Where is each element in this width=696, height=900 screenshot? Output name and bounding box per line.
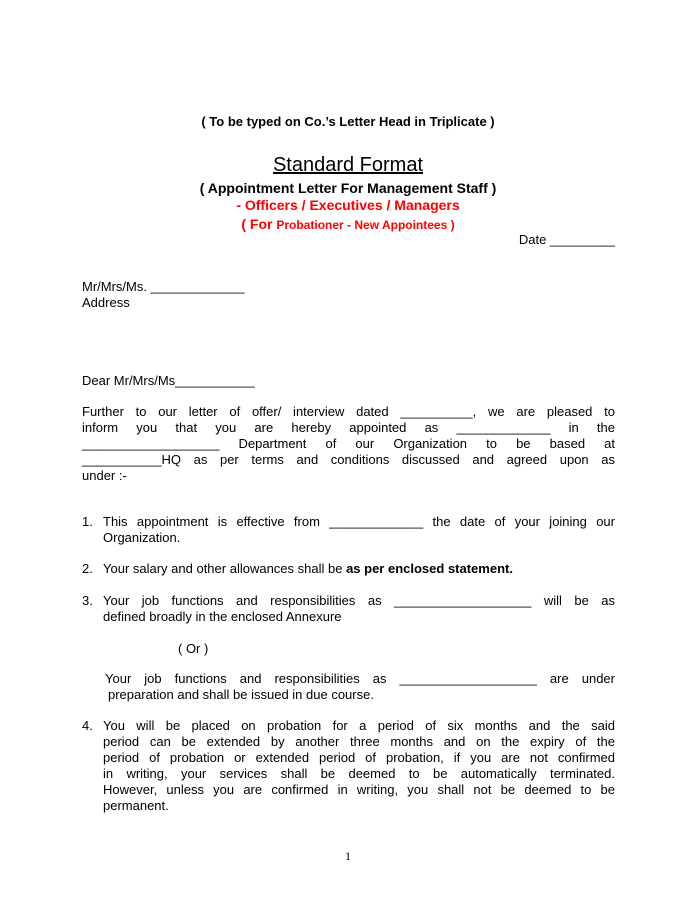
intro-line: Further to our letter of offer/ interview dated __________, we are pleased to <box>82 404 615 419</box>
clause-number: 2. <box>82 561 93 576</box>
intro-line: ___________HQ as per terms and conditions discussed and agreed upon as <box>82 452 615 467</box>
clause-number: 4. <box>82 718 93 733</box>
alternative-line: preparation and shall be issued in due course. <box>108 687 374 702</box>
clause-line: permanent. <box>103 798 169 813</box>
intro-line: inform you that you are hereby appointed as _____________ in the <box>82 420 615 435</box>
appointment-type-prefix: ( For <box>241 216 277 232</box>
clause-4 <box>82 718 615 814</box>
addressee-name-line: Mr/Mrs/Ms. _____________ <box>82 279 245 294</box>
clause-line: However, unless you are confirmed in writing, you shall not be deemed to be <box>103 782 615 797</box>
document-title: Standard Format <box>272 154 424 176</box>
clause-line: period of probation or extended period of probation, if you are not confirmed <box>103 750 615 765</box>
clause-line: period can be extended by another three months and on the expiry of the <box>103 734 615 749</box>
intro-line: under :- <box>82 468 127 483</box>
clause-line: You will be placed on probation for a period of six months and the said <box>103 718 615 733</box>
clause-line: This appointment is effective from _____________ the date of your joining our <box>103 514 615 529</box>
clause-line: in writing, your services shall be deemed to be automatically terminated. <box>103 766 615 781</box>
or-separator: ( Or ) <box>178 641 209 656</box>
intro-line: ___________________ Department of our Organization to be based at <box>82 436 615 451</box>
clause-1 <box>82 514 615 546</box>
address-block <box>82 279 245 311</box>
alternative-clause <box>105 671 615 703</box>
clause-line: Organization. <box>103 530 181 545</box>
clause-number: 3. <box>82 593 93 608</box>
address-label: Address <box>82 295 130 310</box>
page-number: 1 <box>345 849 351 863</box>
clause-3 <box>82 593 615 625</box>
appointment-type-detail: Probationer - New Appointees ) <box>276 218 455 232</box>
clause-text: Your salary and other allowances shall be <box>103 561 347 576</box>
salutation: Dear Mr/Mrs/Ms___________ <box>82 373 255 388</box>
alternative-line: Your job functions and responsibilities as ___________________ are under <box>105 671 615 686</box>
clause-line: Your job functions and responsibilities as ___________________ will be as <box>103 593 615 608</box>
intro-paragraph <box>82 404 615 484</box>
document-subtitle: ( Appointment Letter For Management Staff ) <box>199 180 497 196</box>
clause-number: 1. <box>82 514 93 529</box>
letterhead-note: ( To be typed on Co.’s Letter Head in Triplicate ) <box>201 114 495 129</box>
staff-category: - Officers / Executives / Managers <box>236 197 460 213</box>
clause-line: defined broadly in the enclosed Annexure <box>103 609 342 624</box>
date-line: Date _________ <box>518 232 615 247</box>
clause-2 <box>82 561 615 577</box>
clause-text-emphasis: as per enclosed statement. <box>346 561 513 576</box>
